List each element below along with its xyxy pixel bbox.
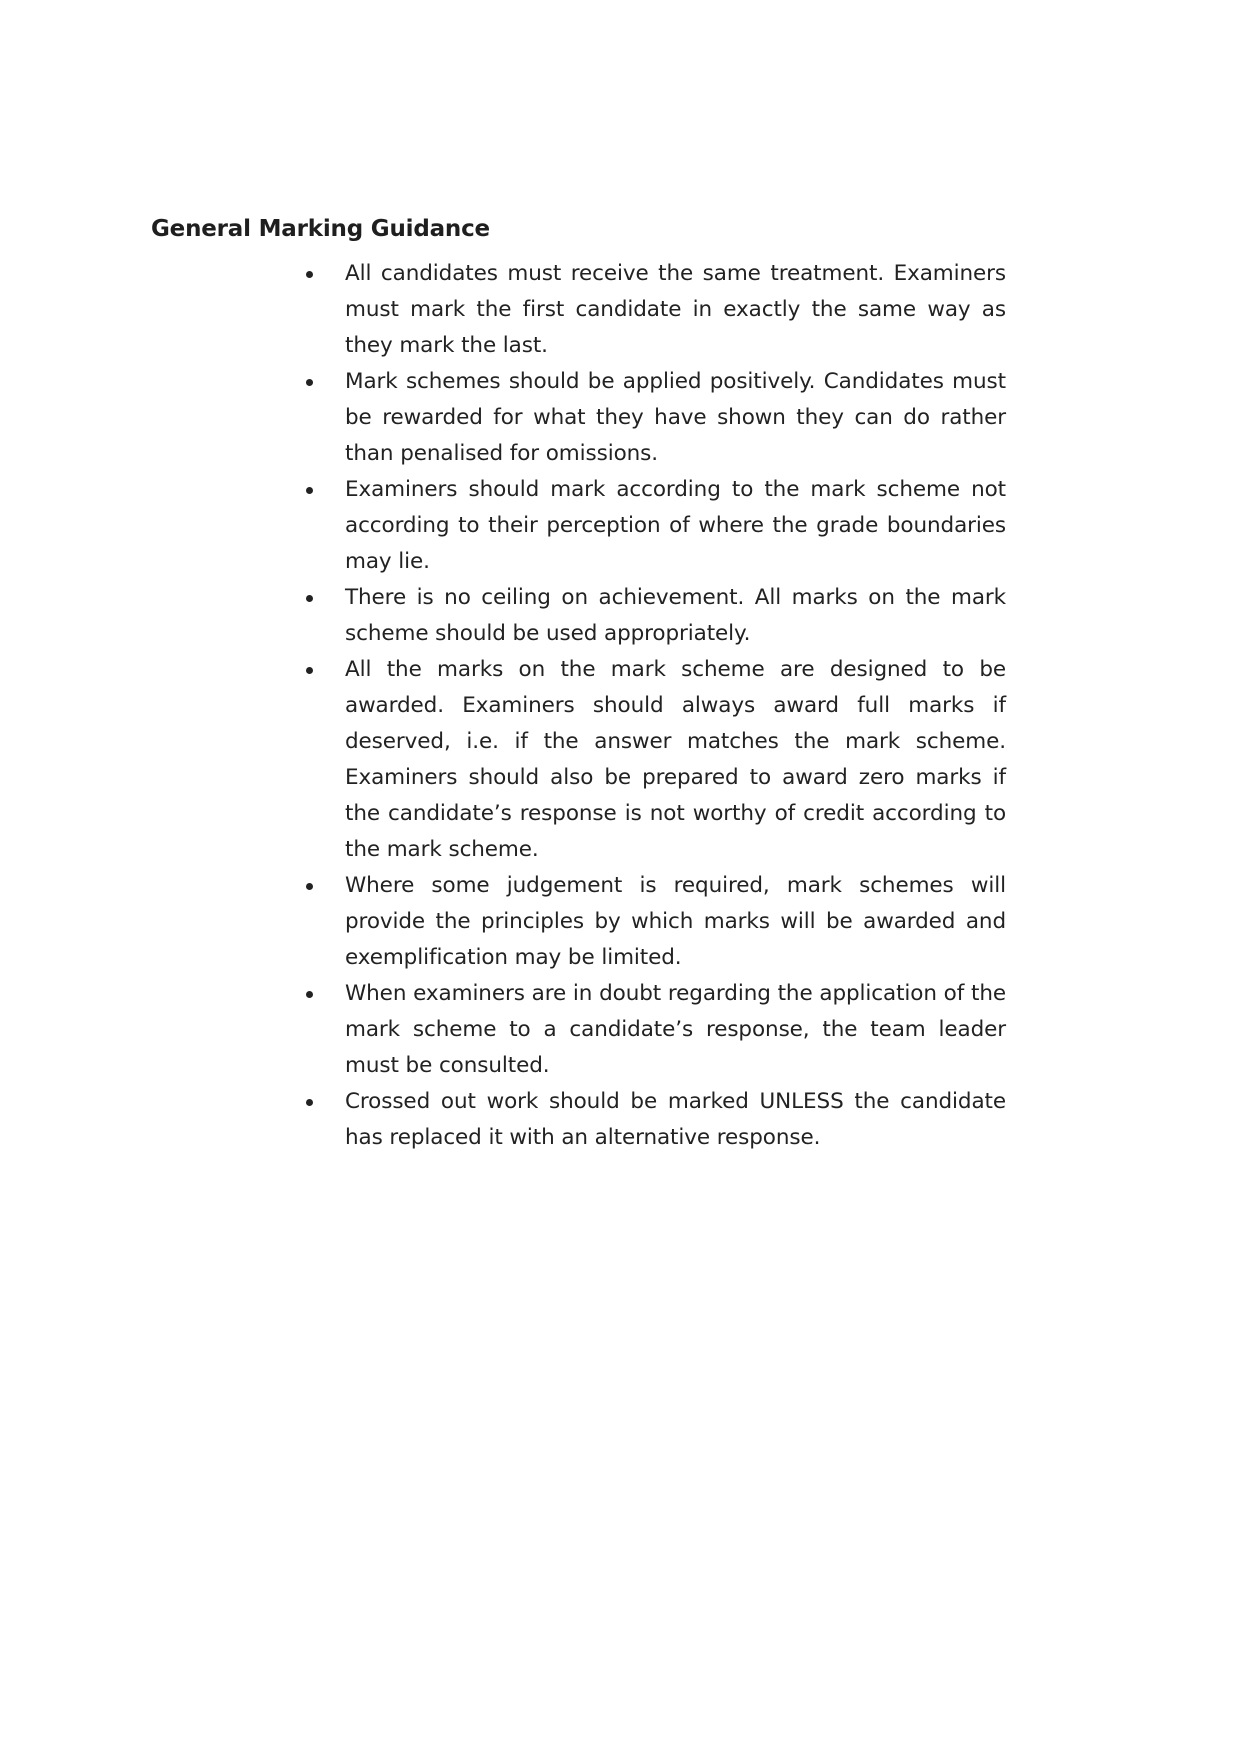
list-item [306,472,1006,580]
list-item-text: There is no ceiling on achievement. All marks on the mark scheme should be used appropriately. [345,585,1006,646]
list-item [306,256,1006,364]
list-item [306,976,1006,1084]
list-item [306,364,1006,472]
list-item-text: Examiners should mark according to the mark scheme not according to their perception of where the grade boundaries may lie. [345,477,1006,574]
list-item [306,652,1006,868]
page-title: General Marking Guidance [151,216,490,242]
list-item-text: Crossed out work should be marked UNLESS the candidate has replaced it with an alternative response. [345,1089,1006,1150]
list-item [306,868,1006,976]
list-item-text: Mark schemes should be applied positively. Candidates must be rewarded for what they have shown they can do rather than penalised for omissions. [345,369,1006,466]
list-item-text: When examiners are in doubt regarding the application of the mark scheme to a candidate’s response, the team leader must be consulted. [345,981,1006,1078]
guidance-list [306,256,1006,1156]
bullet-icon [306,379,313,386]
bullet-icon [306,595,313,602]
bullet-icon [306,667,313,674]
list-item-text: Where some judgement is required, mark schemes will provide the principles by which marks will be awarded and exemplification may be limited. [345,873,1006,970]
bullet-icon [306,487,313,494]
list-item [306,1084,1006,1156]
list-item-text: All candidates must receive the same treatment. Examiners must mark the first candidate in exactly the same way as they mark the last. [345,261,1006,358]
list-item-text: All the marks on the mark scheme are designed to be awarded. Examiners should always award full marks if deserved, i.e. if the answer matches the mark scheme. Examiners should also be prepared to award zero marks if the candidate’s response is not worthy of credit according to the mark scheme. [345,657,1006,862]
bullet-icon [306,271,313,278]
bullet-icon [306,1099,313,1106]
bullet-icon [306,991,313,998]
bullet-icon [306,883,313,890]
list-item [306,580,1006,652]
